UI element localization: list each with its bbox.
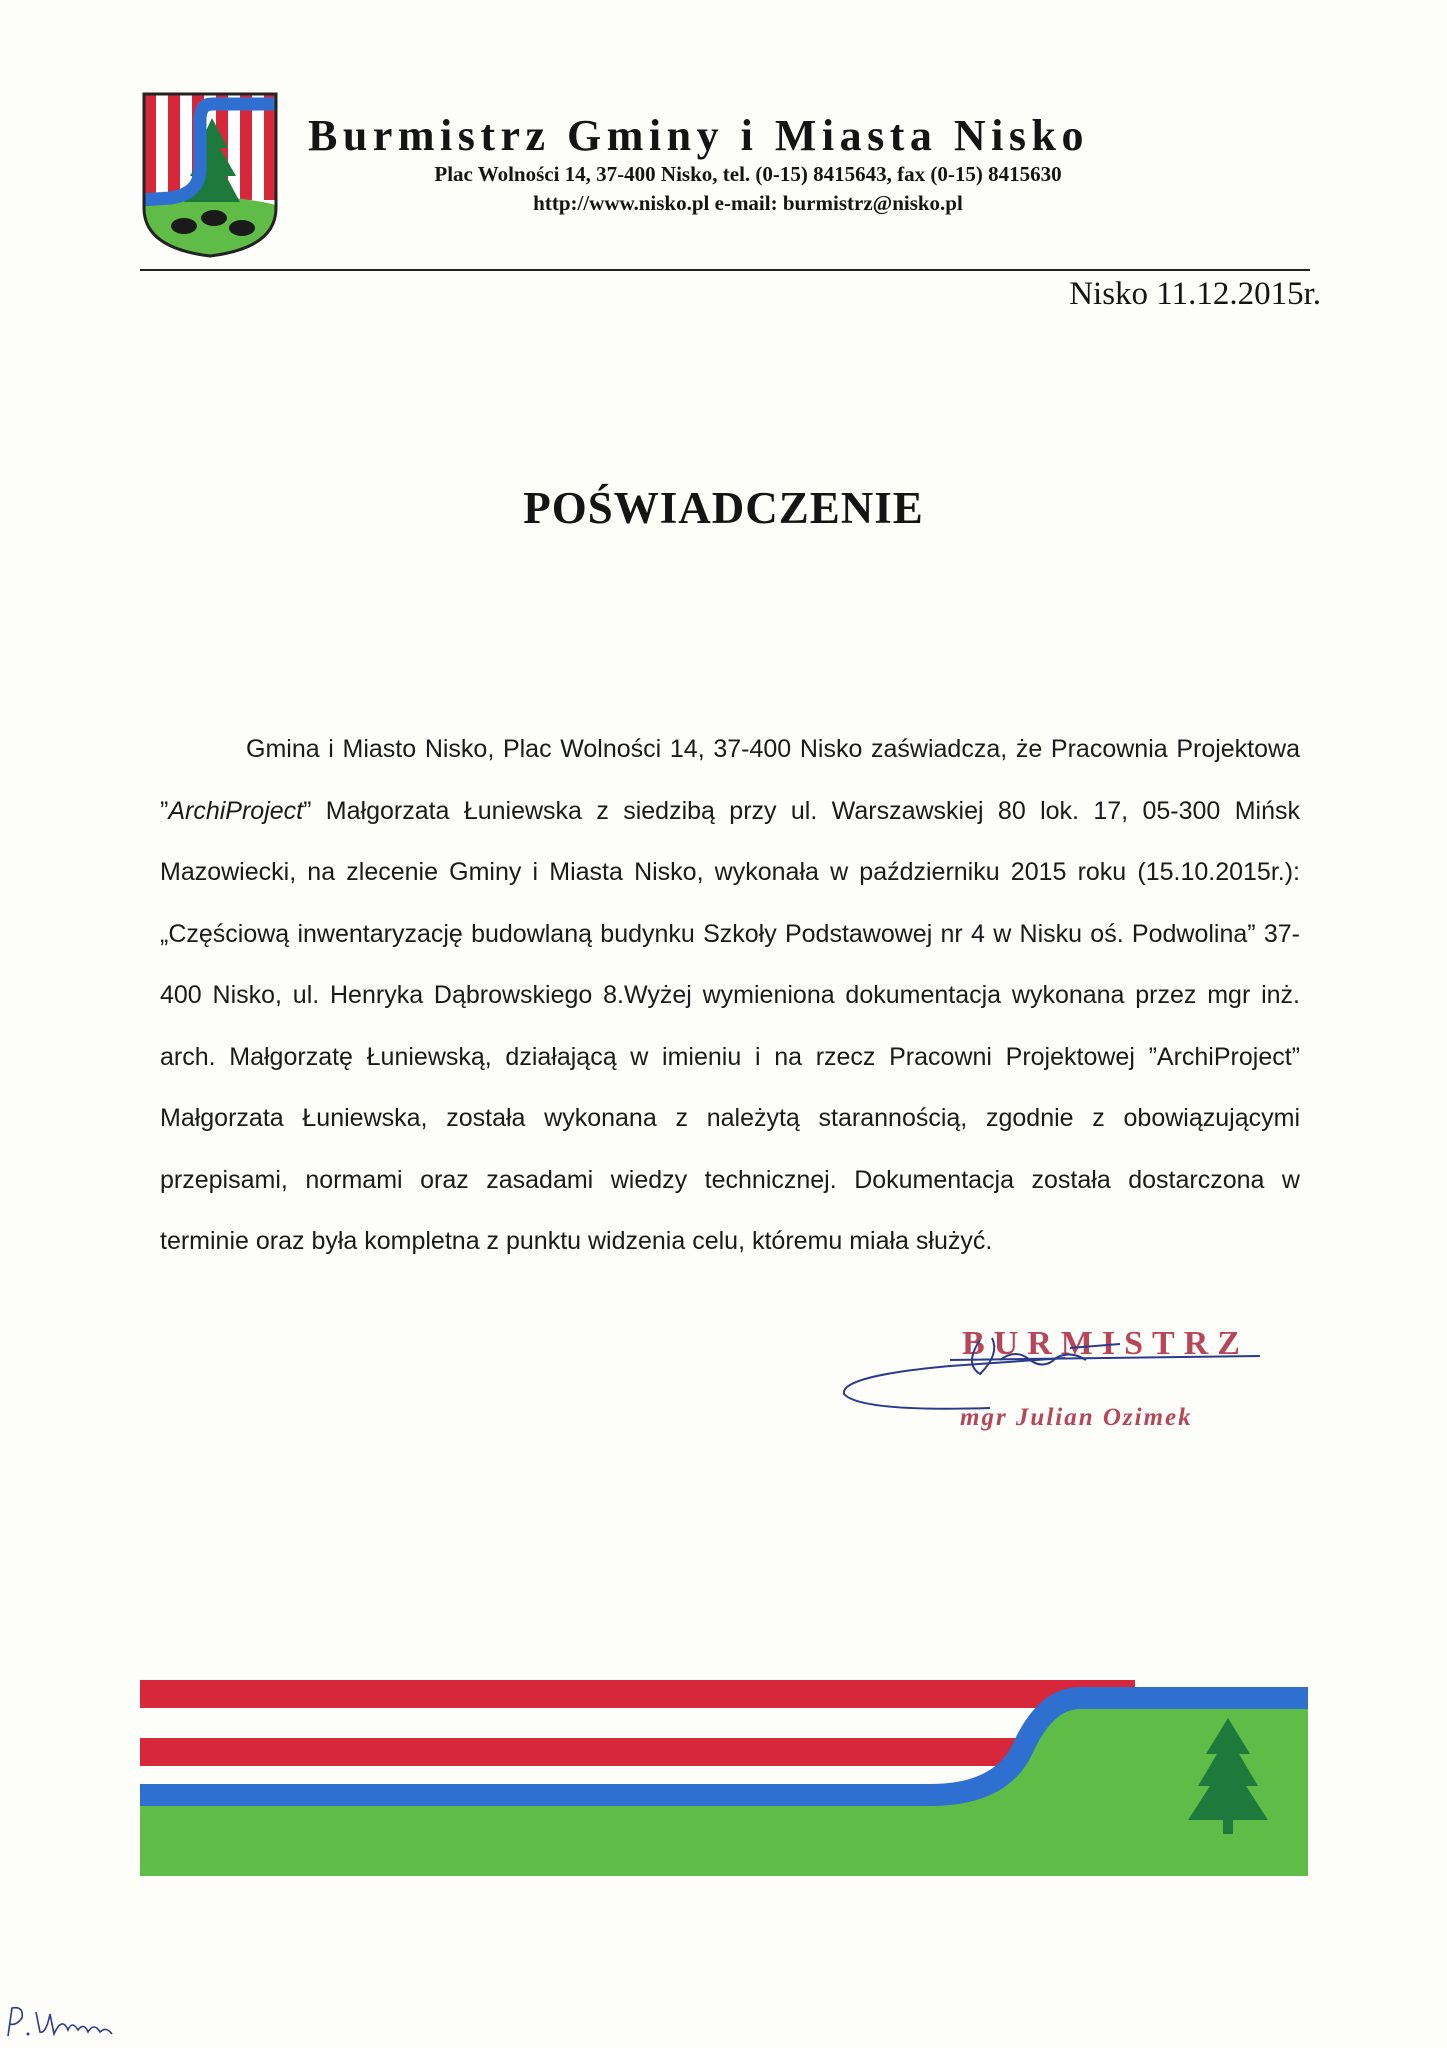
organization-name: Burmistrz Gminy i Miasta Nisko xyxy=(308,111,1089,160)
body-text-part1: Gmina i Miasto Nisko, Plac Wolności 14, 37-400 Nisko zaświadcza, że Pracownia Projektowa ” xyxy=(160,735,1300,825)
footer-stripes-decoration xyxy=(140,1680,1308,1876)
certificate-body xyxy=(160,719,1300,1273)
handwritten-signature xyxy=(830,1330,1280,1450)
contact-line: http://www.nisko.pl e-mail: burmistrz@nisko.pl xyxy=(533,191,963,215)
coat-of-arms-logo xyxy=(140,90,280,260)
handwritten-initials xyxy=(2,2000,122,2044)
body-text-italic: ArchiProject xyxy=(168,796,304,825)
header-divider xyxy=(140,269,1310,271)
document-date: Nisko 11.12.2015r. xyxy=(1069,276,1321,312)
stamp-title: BURMISTRZ xyxy=(962,1325,1249,1362)
address-line: Plac Wolności 14, 37-400 Nisko, tel. (0-15) 8415643, fax (0-15) 8415630 xyxy=(434,162,1062,186)
body-text-part2: ” Małgorzata Łuniewska z siedzibą przy ul. Warszawskiej 80 lok. 17, 05-300 Mińsk Mazowiecki, na zlecenie Gminy i Miasta Nisko, wykonała w październiku 2015 roku (15.10.2015r.): „Częściową inwentaryzację budowlaną budynku Szkoły Podstawowej nr 4 w Nisku oś. Podwolina” 37-400 Nisko, ul. Henryka Dąbrowskiego 8.Wyżej wymieniona dokumentacja wykonana przez mgr inż. arch. Małgorzatę Łuniewską, działającą w imieniu i na rzecz Pracowni Projektowej ”ArchiProject” Małgorzata Łuniewska, została wykonana z należytą starannością, zgodnie z obowiązującymi przepisami, normami oraz zasadami wiedzy technicznej. Dokumentacja została dostarczona w terminie oraz była kompletna z punktu widzenia celu, któremu miała służyć. xyxy=(160,796,1300,1255)
document-title: POŚWIADCZENIE xyxy=(523,483,924,533)
signatory-name: mgr Julian Ozimek xyxy=(960,1404,1193,1431)
